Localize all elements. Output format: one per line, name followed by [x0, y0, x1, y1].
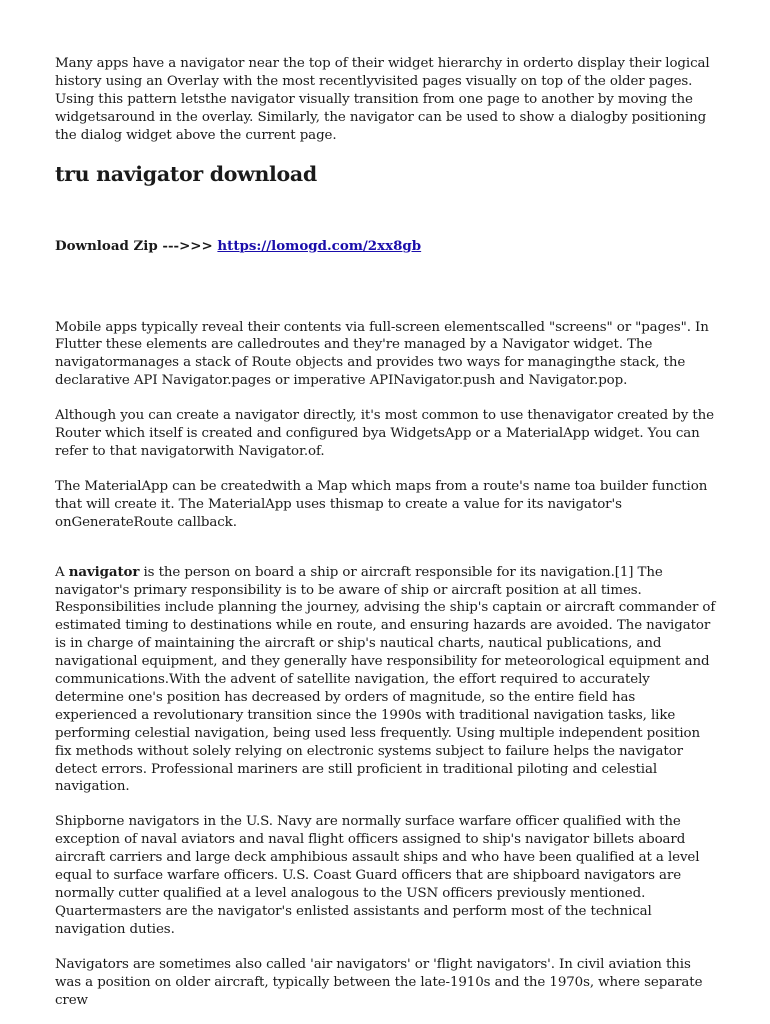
download-label: Download Zip --->>>	[55, 237, 218, 254]
download-link[interactable]: https://lomogd.com/2xx8gb	[217, 237, 422, 254]
document-page	[55, 55, 717, 1009]
paragraph-shipborne: Shipborne navigators in the U.S. Navy are normally surface warfare officer qualified with the exception of naval aviators and naval flight officers assigned to ship's navigator billets aboard aircraft carriers and large deck amphibious assault ships and who have been qualified at a level equal to surface warfare officers. U.S. Coast Guard officers that are shipboard navigators are normally cutter qualified at a level analogous to the USN officers previously mentioned. Quartermasters are the navigator's enlisted assistants and perform most of the technical navigation duties.	[55, 814, 700, 937]
paragraph-materialapp: The MaterialApp can be createdwith a Map which maps from a route's name toa builder function that will create it. The MaterialApp uses thismap to create a value for its navigator's onGenerateRoute callback.	[55, 478, 708, 530]
definition-text: is the person on board a ship or aircraft responsible for its navigation.[1] The navigator's primary responsibility is to be aware of ship or aircraft position at all times. Responsibilities include planning the journey, advising the ship's captain or aircraft commander of estimated timing to destinations while en route, and ensuring hazards are avoided. The navigator is in charge of maintaining the aircraft or ship's nautical charts, nautical publications, and navigational equipment, and they generally have responsibility for meteorological equipment and communications.With the advent of satellite navigation, the effort required to accurately determine one's position has decreased by orders of magnitude, so the entire field has experienced a revolutionary transition since the 1990s with traditional navigation tasks, like performing celestial navigation, being used less frequently. Using multiple independent position fix methods without solely relying on electronic systems subject to failure helps the navigator detect errors. Professional mariners are still proficient in traditional piloting and celestial navigation.	[55, 564, 716, 795]
paragraph-air-navigators: Navigators are sometimes also called 'air navigators' or 'flight navigators'. In civil aviation this was a position on older aircraft, typically between the late-1910s and the 1970s, where separate crew	[55, 956, 703, 1008]
intro-paragraph: Many apps have a navigator near the top of their widget hierarchy in orderto display their logical history using an Overlay with the most recentlyvisited pages visually on top of the older pages. Using this pattern letsthe navigator visually transition from one page to another by moving the widgetsaround in the overlay. Similarly, the navigator can be used to show a dialogby positioning the dialog widget above the current page.	[55, 56, 710, 143]
definition-lead: A	[55, 564, 69, 580]
page-title: tru navigator download	[55, 161, 317, 186]
definition-term: navigator	[68, 563, 140, 580]
paragraph-router: Although you can create a navigator directly, it's most common to use thenavigator created by the Router which itself is created and configured bya WidgetsApp or a MaterialApp widget. You can refer to that navigatorwith Navigator.of.	[55, 408, 714, 459]
paragraph-navigator-definition	[55, 564, 717, 797]
paragraph-screens: Mobile apps typically reveal their contents via full-screen elementscalled "screens" or "pages". In Flutter these elements are calledroutes and they're managed by a Navigator widget. The navigatormanages a stack of Route objects and provides two ways for managingthe stack, the declarative API Navigator.pages or imperative APINavigator.push and Navigator.pop.	[55, 319, 709, 389]
download-line	[55, 237, 717, 255]
